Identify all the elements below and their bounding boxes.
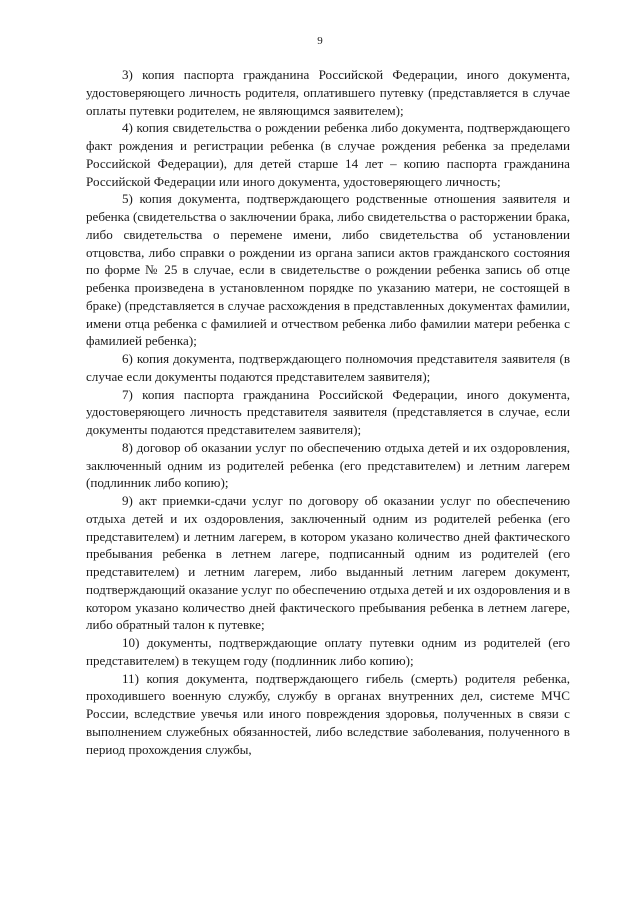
list-item-10: 10) документы, подтверждающие оплату путевки одним из родителей (его представителем) в текущем году (подлинник либо копию);: [86, 635, 570, 668]
list-item-9: 9) акт приемки-сдачи услуг по договору об оказании услуг по обеспечению отдыха детей и их оздоровления, заключенный одним из родителей ребенка (его представителем) и летним лагерем, в котором указано количество дней фактического пребывания ребенка в летнем лагере, подписанный одним из родителей (его представителем) и летним лагерем, либо выданный летним лагерем документ, подтверждающий оказание услуг по обеспечению отдыха детей и их оздоровления и в котором указано количество дней фактического пребывания ребенка в летнем лагере, либо обратный талон к путевке;: [86, 493, 570, 633]
list-item-6: 6) копия документа, подтверждающего полномочия представителя заявителя (в случае если документы подаются представителем заявителя);: [86, 351, 570, 384]
page-number: 9: [317, 35, 323, 47]
list-item-11: 11) копия документа, подтверждающего гибель (смерть) родителя ребенка, проходившего военную службу, службу в органах внутренних дел, системе МЧС России, вследствие увечья или иного повреждения здоровья, полученных в связи с выполнением служебных обязанностей, либо вследствие заболевания, полученного в период прохождения службы,: [86, 670, 570, 757]
list-item-7: 7) копия паспорта гражданина Российской Федерации, иного документа, удостоверяющего личность представителя заявителя (представляется в случае, если документы подаются представителем заявителя);: [86, 386, 570, 437]
list-item-4: 4) копия свидетельства о рождении ребенка либо документа, подтверждающего факт рождения и регистрации ребенка (в случае рождения ребенка за пределами Российской Федерации), для детей старше 14 лет – копию паспорта гражданина Российской Федерации или иного документа, удостоверяющего личность;: [86, 120, 570, 189]
list-item-8: 8) договор об оказании услуг по обеспечению отдыха детей и их оздоровления, заключенный одним из родителей ребенка (его представителем) и летним лагерем (подлинник либо копию);: [86, 439, 570, 491]
list-item-3: 3) копия паспорта гражданина Российской Федерации, иного документа, удостоверяющего личность родителя, оплатившего путевку (представляется в случае оплаты путевки родителем, не являющимся заявителем);: [86, 67, 570, 118]
document-body: [86, 66, 570, 758]
list-item-5: 5) копия документа, подтверждающего родственные отношения заявителя и ребенка (свидетельства о заключении брака, либо свидетельства о расторжении брака, либо свидетельства о перемене имени, либо свидетельства об установлении отцовства, либо справки о рождении из органа записи актов гражданского состояния по форме № 25 в случае, если в свидетельстве о рождении ребенка запись об отце ребенка произведена в установленном порядке по указанию матери, не состоящей в браке) (представляется в случае расхождения в представленных документах фамилии, имени отца ребенка с фамилией и отчеством ребенка либо фамилии матери ребенка с фамилией ребенка);: [86, 191, 570, 349]
